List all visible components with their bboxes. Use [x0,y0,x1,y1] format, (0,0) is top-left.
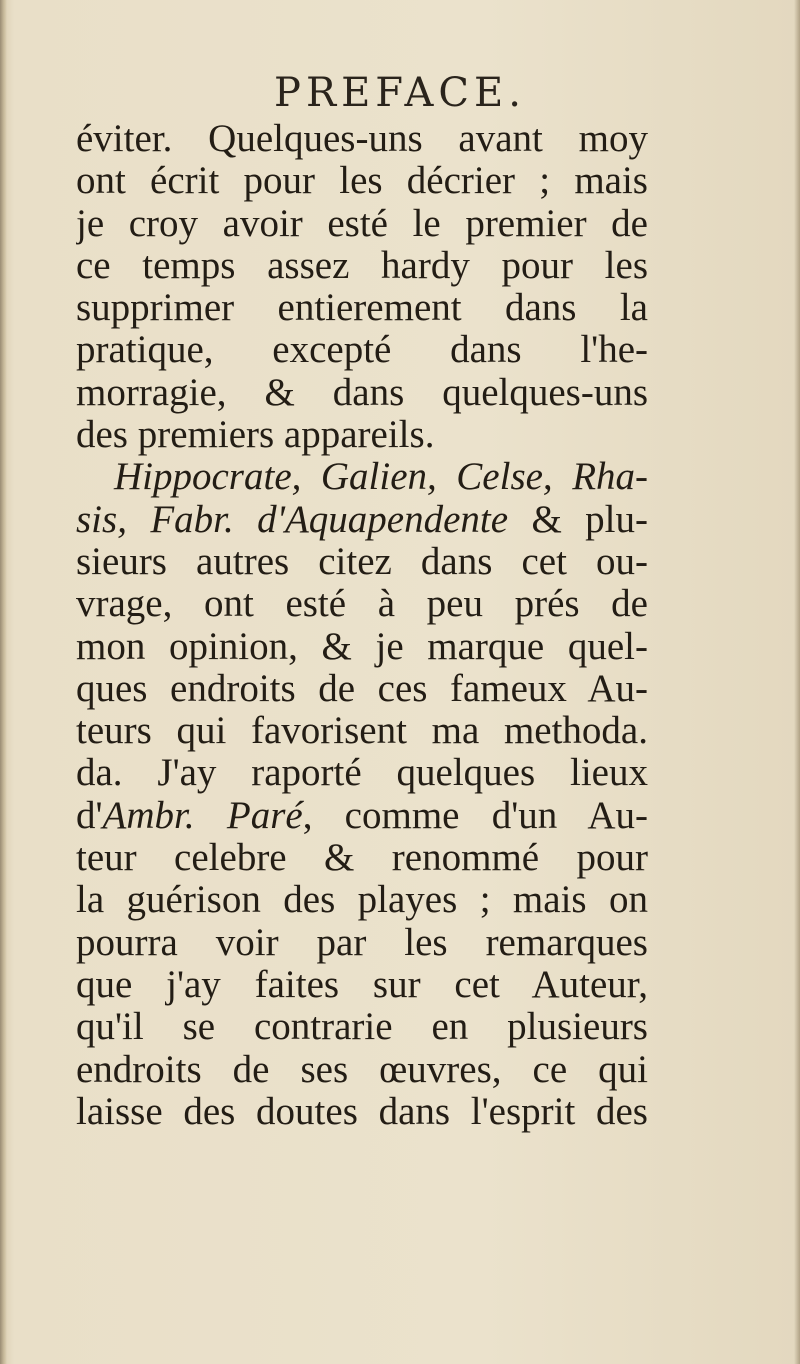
body-text [76,118,648,1133]
text-line-11: sieurs autres citez dans cet ou- [76,540,648,583]
text-line-3: je croy avoir esté le premier de [76,202,648,245]
text-line-1: éviter. Quelques-uns avant moy [76,118,648,160]
text-line-13: mon opinion, & je marque quel- [76,625,648,668]
text-line-23: endroits de ses œuvres, ce qui [76,1048,648,1091]
text-line-18: teur celebre & renommé pour [76,837,648,880]
text-line-17: d'Ambr. Paré, comme d'un Au- [76,794,648,837]
text-line-10: sis, Fabr. d'Aquapendente & plu- [76,498,648,541]
text-line-8: des premiers appareils. [76,414,435,457]
text-line-5: supprimer entierement dans la [76,287,648,330]
text-line-2: ont écrit pour les décrier ; mais [76,160,648,203]
text-line-24: laisse des doutes dans l'esprit des [76,1090,648,1133]
text-line-12: vrage, ont esté à peu prés de [76,583,648,626]
text-line-14: ques endroits de ces fameux Au- [76,667,648,710]
text-line-20: pourra voir par les remarques [76,921,648,964]
text-line-9: Hippocrate, Galien, Celse, Rha- [114,456,648,499]
text-line-4: ce temps assez hardy pour les [76,244,648,287]
text-line-16: da. J'ay raporté quelques lieux [76,752,648,795]
text-line-21: que j'ay faites sur cet Auteur, [76,963,648,1006]
text-line-22: qu'il se contrarie en plusieurs [76,1006,648,1049]
page-edge-shadow [794,0,800,1364]
text-line-19: la guérison des playes ; mais on [76,879,648,922]
page-gutter-shadow [0,0,7,1364]
text-line-6: pratique, excepté dans l'he- [76,329,648,372]
text-line-7: morragie, & dans quelques-uns [76,371,648,414]
text-line-15: teurs qui favorisent ma methoda. [76,710,648,753]
running-head: PREFACE. [274,70,526,116]
